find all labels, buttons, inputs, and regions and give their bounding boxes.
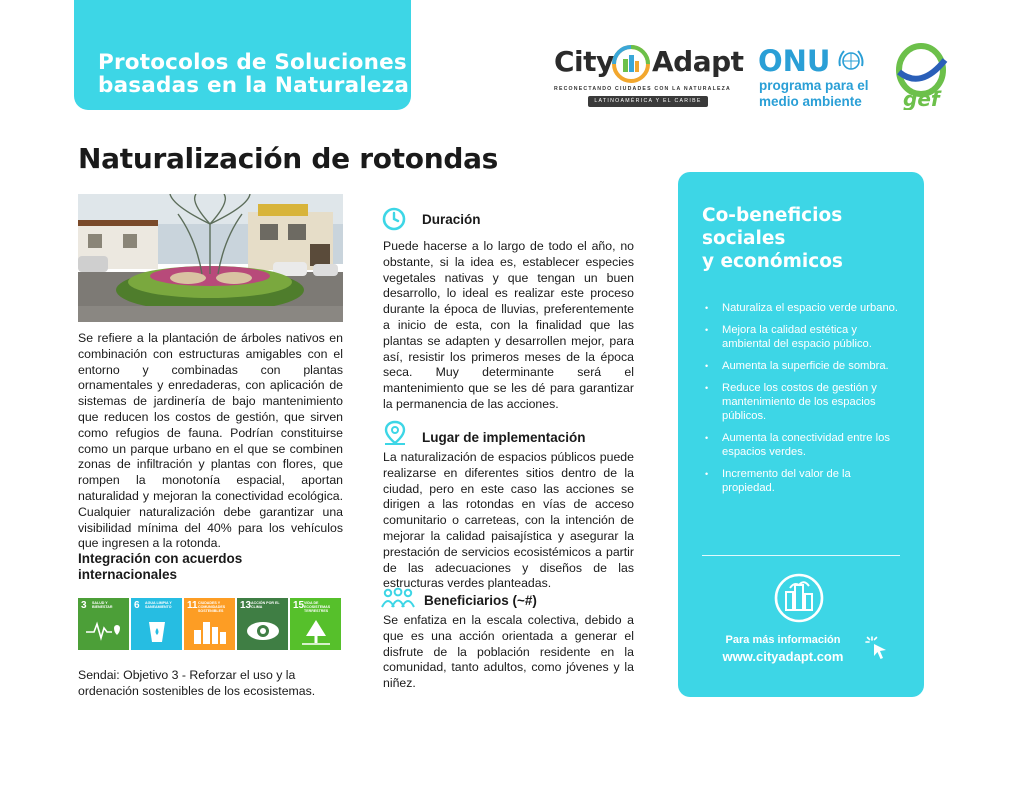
location-text: La naturalización de espacios públicos puede realizarse en diferentes sitios dentro de la ciudad, pero en este caso las acciones se dirigen a las rotondas en vías de acceso comunitario o carreteas, con la intención de mejorar la calidad paisajística y asegurar la prestación de servicios ecosistémicos a partir de las adecuaciones y diseños de las estructuras verdes planteadas. bbox=[383, 450, 634, 591]
list-item: • Aumenta la superficie de sombra. bbox=[702, 359, 902, 373]
location-pin-icon bbox=[383, 420, 407, 446]
cityadapt-tagline: RECONECTANDO CIUDADES CON LA NATURALEZA bbox=[554, 86, 731, 92]
cobenefits-panel bbox=[678, 172, 924, 697]
sdg-number: 11 bbox=[187, 600, 198, 611]
tree-icon bbox=[298, 618, 334, 646]
gef-logo bbox=[893, 42, 949, 110]
onu-word: ONU bbox=[758, 44, 831, 78]
sdg-11-tile bbox=[184, 598, 235, 650]
sdg-label: CIUDADES Y COMUNIDADES SOSTENIBLES bbox=[198, 601, 226, 614]
cursor-click-icon bbox=[864, 634, 892, 662]
more-info-label: Para más información bbox=[725, 634, 841, 646]
cityadapt-emblem-icon bbox=[612, 45, 650, 83]
beneficiaries-heading: Beneficiarios (~#) bbox=[424, 593, 537, 608]
cobenefits-title-line-1: Co-beneficios bbox=[702, 205, 843, 226]
water-glass-icon bbox=[139, 618, 175, 644]
cityadapt-word-city: City bbox=[554, 45, 614, 78]
list-item: • Incremento del valor de la propiedad. bbox=[702, 467, 902, 496]
cityadapt-region: LATINOAMÉRICA Y EL CARIBE bbox=[588, 96, 708, 107]
description-text: Se refiere a la plantación de árboles nativos en combinación con estructuras amigables con el entorno y combinadas con plantas ornamentales y enredaderas, con aplicación de sistemas de jardinería de bajo mantenimiento que reducen los costos de gestión, que sirven como refugios de fauna. Podrían constituirse como un parque urbano en el que se combinen zonas de infiltración y plantas con flores, que rompen la monotonía espacial, aportan naturalidad y mejoran la conectividad ecológica. Cualquier naturalización debe garantizar una visibilidad mínima del 40% para los vehículos que ingresen a la rotonda. bbox=[78, 331, 343, 551]
cobenefits-title-line-2: sociales bbox=[702, 228, 786, 249]
list-item: • Naturaliza el espacio verde urbano. bbox=[702, 301, 902, 315]
sdg-label: SALUD Y BIENESTAR bbox=[92, 601, 113, 610]
people-group-icon bbox=[381, 587, 415, 609]
sdg-15-tile bbox=[290, 598, 341, 650]
website-link[interactable]: www.cityadapt.com bbox=[722, 649, 844, 664]
list-item: • Aumenta la conectividad entre los espacios verdes. bbox=[702, 431, 902, 460]
gef-word: gef bbox=[903, 87, 940, 110]
cityadapt-word-adapt: Adapt bbox=[652, 45, 744, 78]
header-banner bbox=[74, 0, 411, 110]
divider bbox=[702, 555, 900, 556]
sdg-3-tile bbox=[78, 598, 129, 650]
un-emblem-icon bbox=[836, 46, 866, 76]
beneficiaries-text: Se enfatiza en la escala colectiva, debido a que es una acción orientada a generar el disfrute de la población residente en la comunidad, tanto adultos, como jóvenes y la niñez. bbox=[383, 613, 634, 691]
cityadapt-emblem-icon bbox=[772, 572, 826, 624]
sdg-number: 6 bbox=[134, 600, 140, 611]
sdg-6-tile bbox=[131, 598, 182, 650]
sdg-icons-row bbox=[78, 598, 341, 650]
page-title: Naturalización de rotondas bbox=[78, 142, 499, 175]
city-buildings-icon bbox=[192, 618, 228, 644]
location-heading: Lugar de implementación bbox=[422, 430, 586, 445]
cobenefits-title-line-3: y económicos bbox=[702, 251, 843, 272]
duration-heading: Duración bbox=[422, 212, 481, 227]
header-title-line-2: basadas en la Naturaleza bbox=[98, 73, 410, 98]
cobenefits-list bbox=[702, 301, 902, 503]
sdg-label: AGUA LIMPIA Y SANEAMIENTO bbox=[145, 601, 172, 610]
sdg-number: 13 bbox=[240, 600, 252, 611]
list-item: • Mejora la calidad estética y ambiental del espacio público. bbox=[702, 323, 902, 352]
eye-globe-icon bbox=[245, 618, 281, 644]
cobenefits-title bbox=[702, 204, 843, 273]
header-title-line-1: Protocolos de Soluciones bbox=[98, 50, 407, 75]
sdg-number: 3 bbox=[81, 600, 87, 611]
sdg-number: 15 bbox=[293, 600, 305, 611]
roundabout-photo bbox=[78, 194, 343, 322]
international-heading: Integración con acuerdos internacionales bbox=[78, 551, 243, 582]
sendai-text: Sendai: Objetivo 3 - Reforzar el uso y la ordenación sostenibles de los ecosistemas. bbox=[78, 668, 316, 698]
sdg-label: ACCIÓN POR EL CLIMA bbox=[251, 601, 280, 610]
cityadapt-logo bbox=[552, 45, 744, 115]
onu-subtitle-1: programa para el bbox=[759, 78, 869, 93]
heartbeat-icon bbox=[86, 618, 122, 642]
onu-logo bbox=[758, 44, 878, 114]
clock-icon bbox=[381, 206, 407, 232]
duration-text: Puede hacerse a lo largo de todo el año, no obstante, si la idea es, establecer especies vegetales nativas y que tengan un buen desarrollo, lo ideal es realizar este proceso durante la época de lluvias, preferentemente a inicio de esta, con la finalidad que las plantas se adapten y desarrollen mejor, para así, resistir los primeros meses de la época seca. Muy determinante será el mantenimiento que se les dé para garantizar la permanencia de las acciones. bbox=[383, 239, 634, 411]
list-item: • Reduce los costos de gestión y mantenimiento de los espacios públicos. bbox=[702, 381, 902, 424]
sdg-label: VIDA DE ECOSISTEMAS TERRESTRES bbox=[304, 601, 331, 614]
onu-subtitle-2: medio ambiente bbox=[759, 94, 862, 109]
sdg-13-tile bbox=[237, 598, 288, 650]
